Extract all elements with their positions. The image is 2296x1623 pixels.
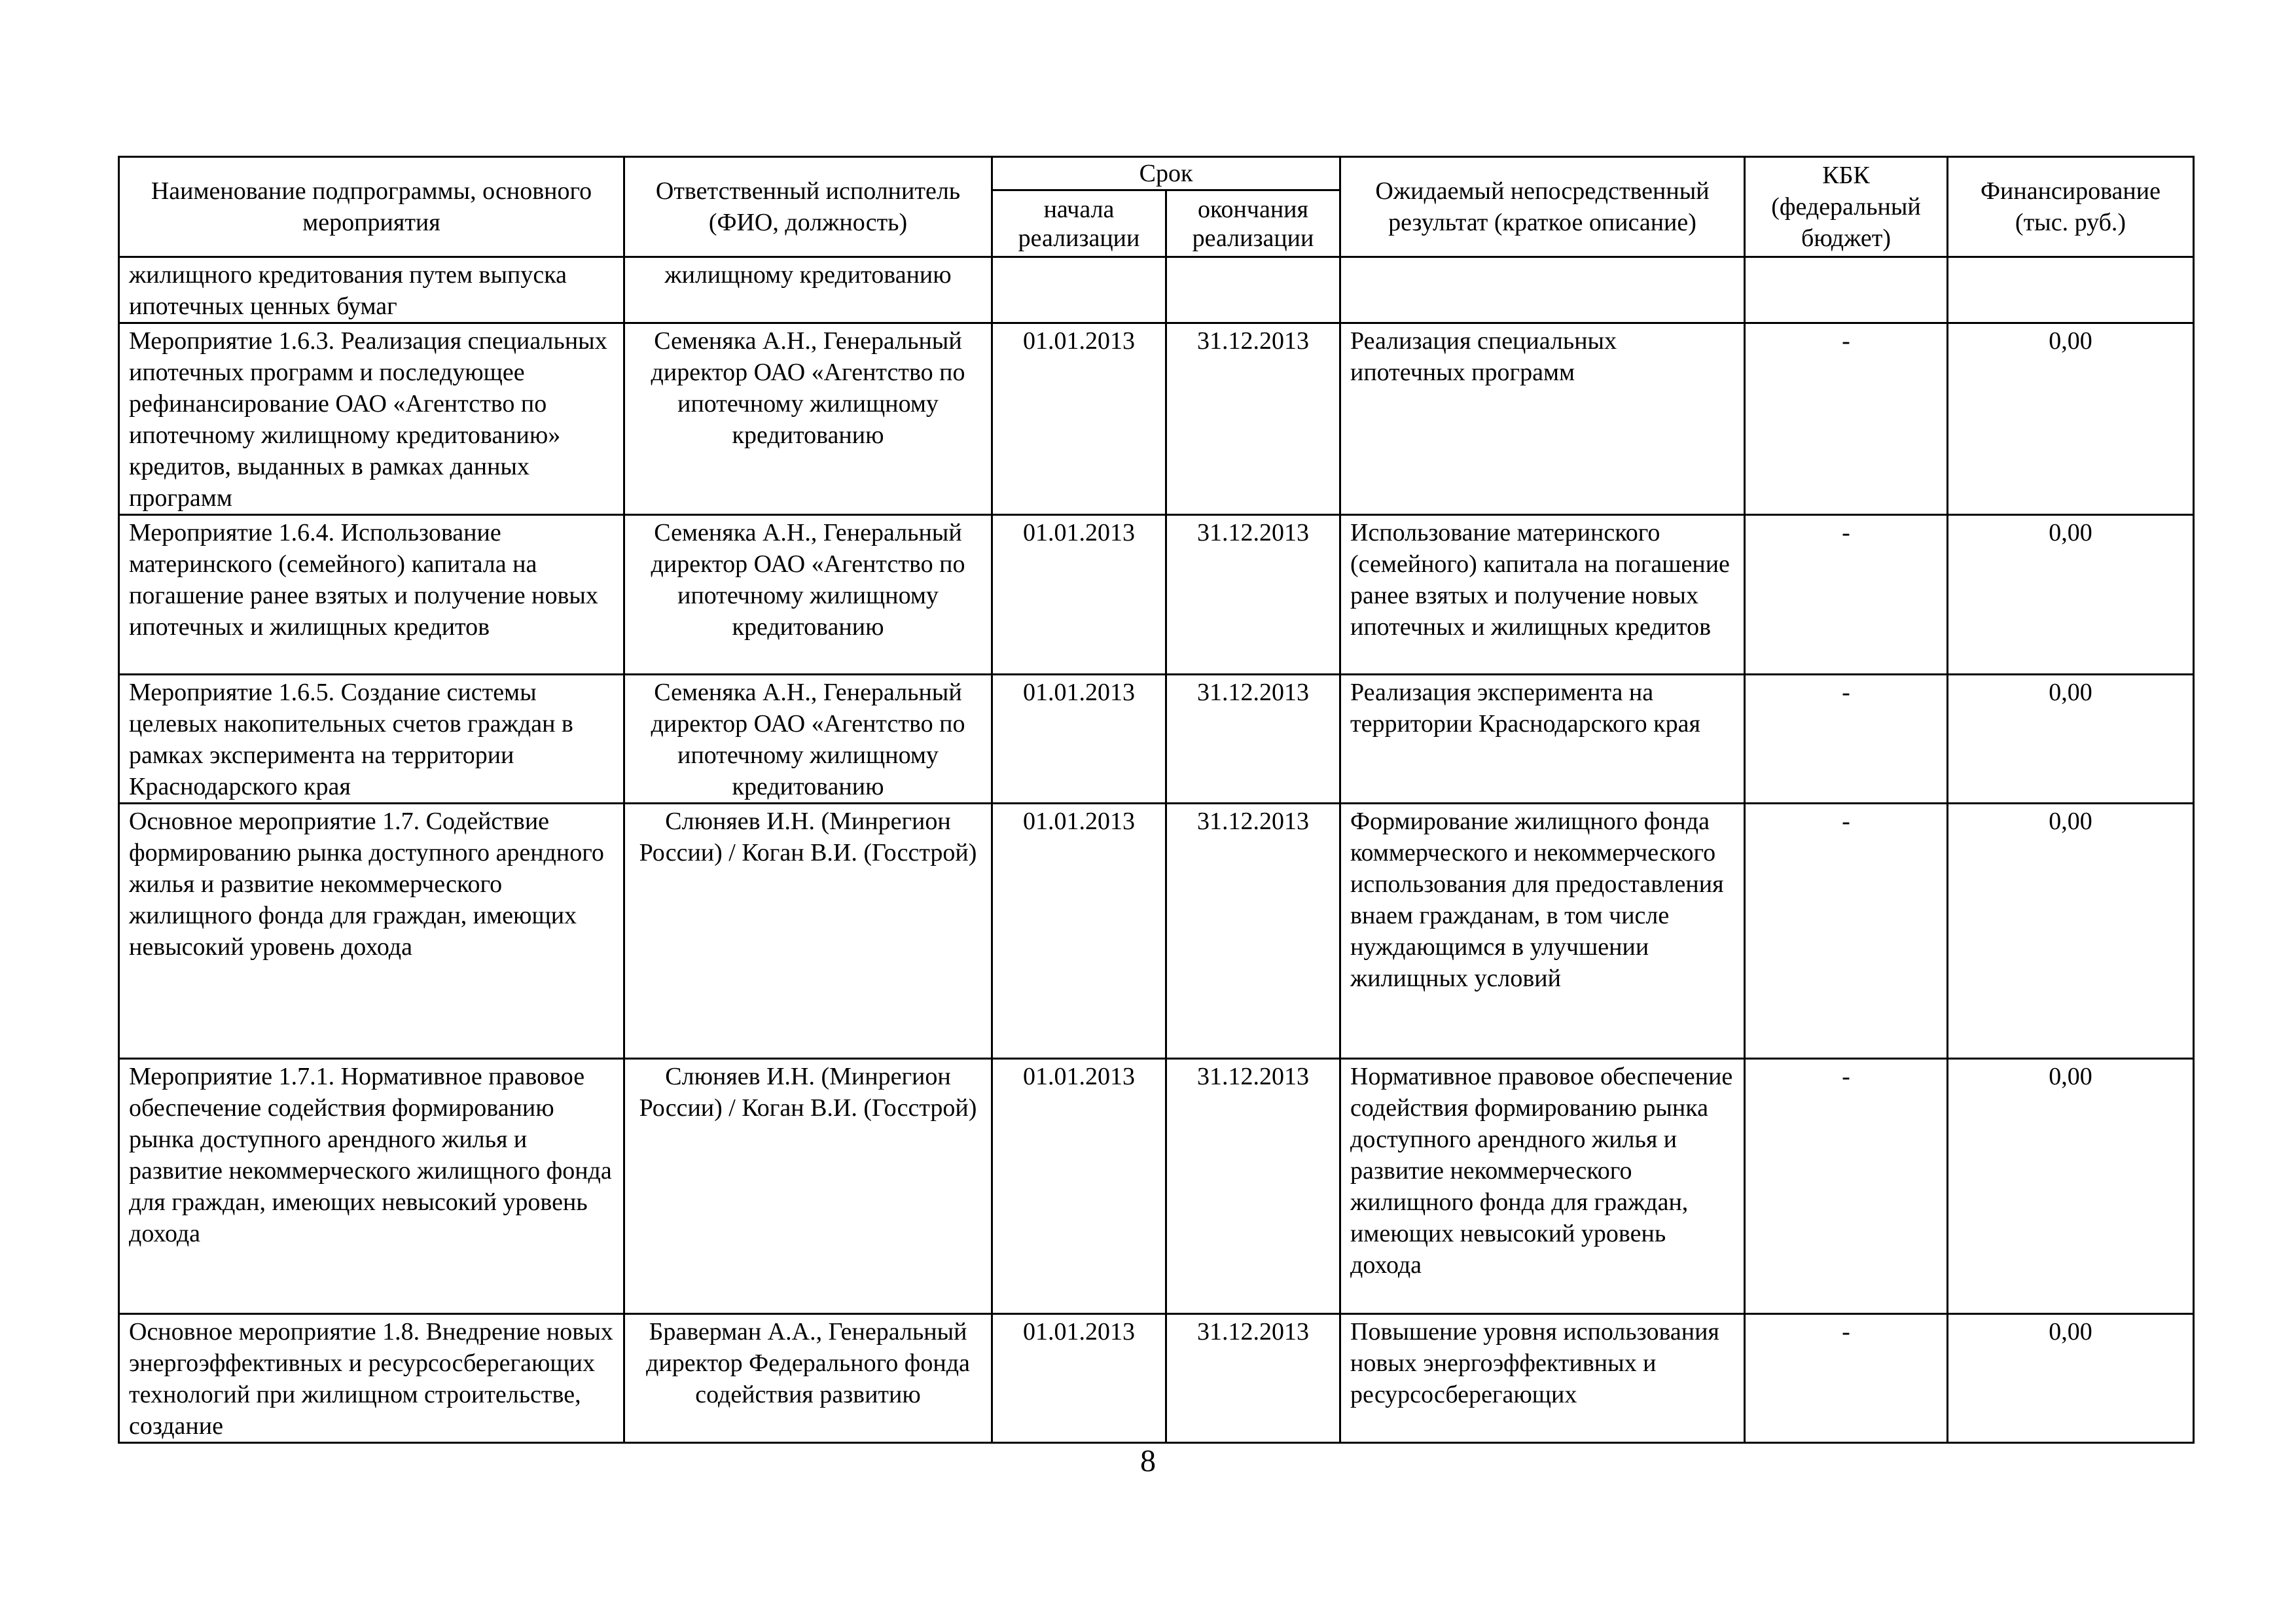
table-header	[119, 157, 2194, 257]
executor: Слюняев И.Н. (Минрегион России) / Коган В.И. (Госстрой)	[624, 1059, 992, 1314]
end-date: 31.12.2013	[1166, 323, 1340, 515]
start-date	[992, 257, 1166, 323]
expected-result: Использование материнского (семейного) капитала на погашение ранее взятых и получение новых ипотечных и жилищных кредитов	[1340, 515, 1745, 675]
executor: жилищному кредитованию	[624, 257, 992, 323]
end-date	[1166, 257, 1340, 323]
financing-value: 0,00	[1948, 1059, 2194, 1314]
table-row	[119, 323, 2194, 515]
expected-result: Повышение уровня использования новых энергоэффективных и ресурсосберегающих	[1340, 1314, 1745, 1443]
executor: Слюняев И.Н. (Минрегион России) / Коган В.И. (Госстрой)	[624, 804, 992, 1059]
executor: Семеняка А.Н., Генеральный директор ОАО «Агентство по ипотечному жилищному кредитованию	[624, 675, 992, 804]
header-executor: Ответственный исполнитель (ФИО, должность)	[624, 157, 992, 257]
table-row	[119, 1059, 2194, 1314]
financing-value: 0,00	[1948, 675, 2194, 804]
header-financing: Финансирование (тыс. руб.)	[1948, 157, 2194, 257]
expected-result: Реализация эксперимента на территории Краснодарского края	[1340, 675, 1745, 804]
end-date: 31.12.2013	[1166, 804, 1340, 1059]
activity-name: жилищного кредитования путем выпуска ипотечных ценных бумаг	[119, 257, 624, 323]
header-result: Ожидаемый непосредственный результат (краткое описание)	[1340, 157, 1745, 257]
header-name: Наименование подпрограммы, основного мероприятия	[119, 157, 624, 257]
activity-name: Основное мероприятие 1.8. Внедрение новых энергоэффективных и ресурсосберегающих технологий при жилищном строительстве, создание	[119, 1314, 624, 1443]
end-date: 31.12.2013	[1166, 1314, 1340, 1443]
start-date: 01.01.2013	[992, 675, 1166, 804]
page-number: 8	[1140, 1444, 1156, 1478]
financing-value: 0,00	[1948, 515, 2194, 675]
start-date: 01.01.2013	[992, 323, 1166, 515]
activity-name: Мероприятие 1.6.4. Использование материнского (семейного) капитала на погашение ранее взятых и получение новых ипотечных и жилищных кредитов	[119, 515, 624, 675]
program-table	[118, 156, 2195, 1444]
executor: Семеняка А.Н., Генеральный директор ОАО «Агентство по ипотечному жилищному кредитованию	[624, 515, 992, 675]
expected-result: Нормативное правовое обеспечение содействия формированию рынка доступного арендного жилья и развитие некоммерческого жилищного фонда для граждан, имеющих невысокий уровень дохода	[1340, 1059, 1745, 1314]
table-row	[119, 515, 2194, 675]
expected-result: Реализация специальных ипотечных программ	[1340, 323, 1745, 515]
header-kbk: КБК (федеральный бюджет)	[1745, 157, 1948, 257]
table-row	[119, 257, 2194, 323]
executor: Семеняка А.Н., Генеральный директор ОАО «Агентство по ипотечному жилищному кредитованию	[624, 323, 992, 515]
table-row	[119, 675, 2194, 804]
start-date: 01.01.2013	[992, 1314, 1166, 1443]
financing-value: 0,00	[1948, 1314, 2194, 1443]
start-date: 01.01.2013	[992, 1059, 1166, 1314]
activity-name: Мероприятие 1.7.1. Нормативное правовое обеспечение содействия формированию рынка доступного арендного жилья и развитие некоммерческого жилищного фонда для граждан, имеющих невысокий уровень дохода	[119, 1059, 624, 1314]
financing-value: 0,00	[1948, 323, 2194, 515]
activity-name: Мероприятие 1.6.5. Создание системы целевых накопительных счетов граждан в рамках эксперимента на территории Краснодарского края	[119, 675, 624, 804]
kbk-value	[1745, 257, 1948, 323]
kbk-value: -	[1745, 515, 1948, 675]
table-row	[119, 804, 2194, 1059]
end-date: 31.12.2013	[1166, 515, 1340, 675]
kbk-value: -	[1745, 1314, 1948, 1443]
header-term: Срок	[992, 157, 1340, 190]
kbk-value: -	[1745, 804, 1948, 1059]
header-end: окончания реализации	[1166, 190, 1340, 257]
expected-result	[1340, 257, 1745, 323]
activity-name: Основное мероприятие 1.7. Содействие формированию рынка доступного арендного жилья и развитие некоммерческого жилищного фонда для граждан, имеющих невысокий уровень дохода	[119, 804, 624, 1059]
financing-value: 0,00	[1948, 804, 2194, 1059]
start-date: 01.01.2013	[992, 804, 1166, 1059]
header-start: начала реализации	[992, 190, 1166, 257]
kbk-value: -	[1745, 1059, 1948, 1314]
table-row	[119, 1314, 2194, 1443]
activity-name: Мероприятие 1.6.3. Реализация специальных ипотечных программ и последующее рефинансирование ОАО «Агентство по ипотечному жилищному кредитованию» кредитов, выданных в рамках данных программ	[119, 323, 624, 515]
end-date: 31.12.2013	[1166, 1059, 1340, 1314]
kbk-value: -	[1745, 323, 1948, 515]
kbk-value: -	[1745, 675, 1948, 804]
end-date: 31.12.2013	[1166, 675, 1340, 804]
executor: Браверман А.А., Генеральный директор Федерального фонда содействия развитию	[624, 1314, 992, 1443]
expected-result: Формирование жилищного фонда коммерческого и некоммерческого использования для предоставления внаем гражданам, в том числе нуждающимся в улучшении жилищных условий	[1340, 804, 1745, 1059]
start-date: 01.01.2013	[992, 515, 1166, 675]
financing-value	[1948, 257, 2194, 323]
